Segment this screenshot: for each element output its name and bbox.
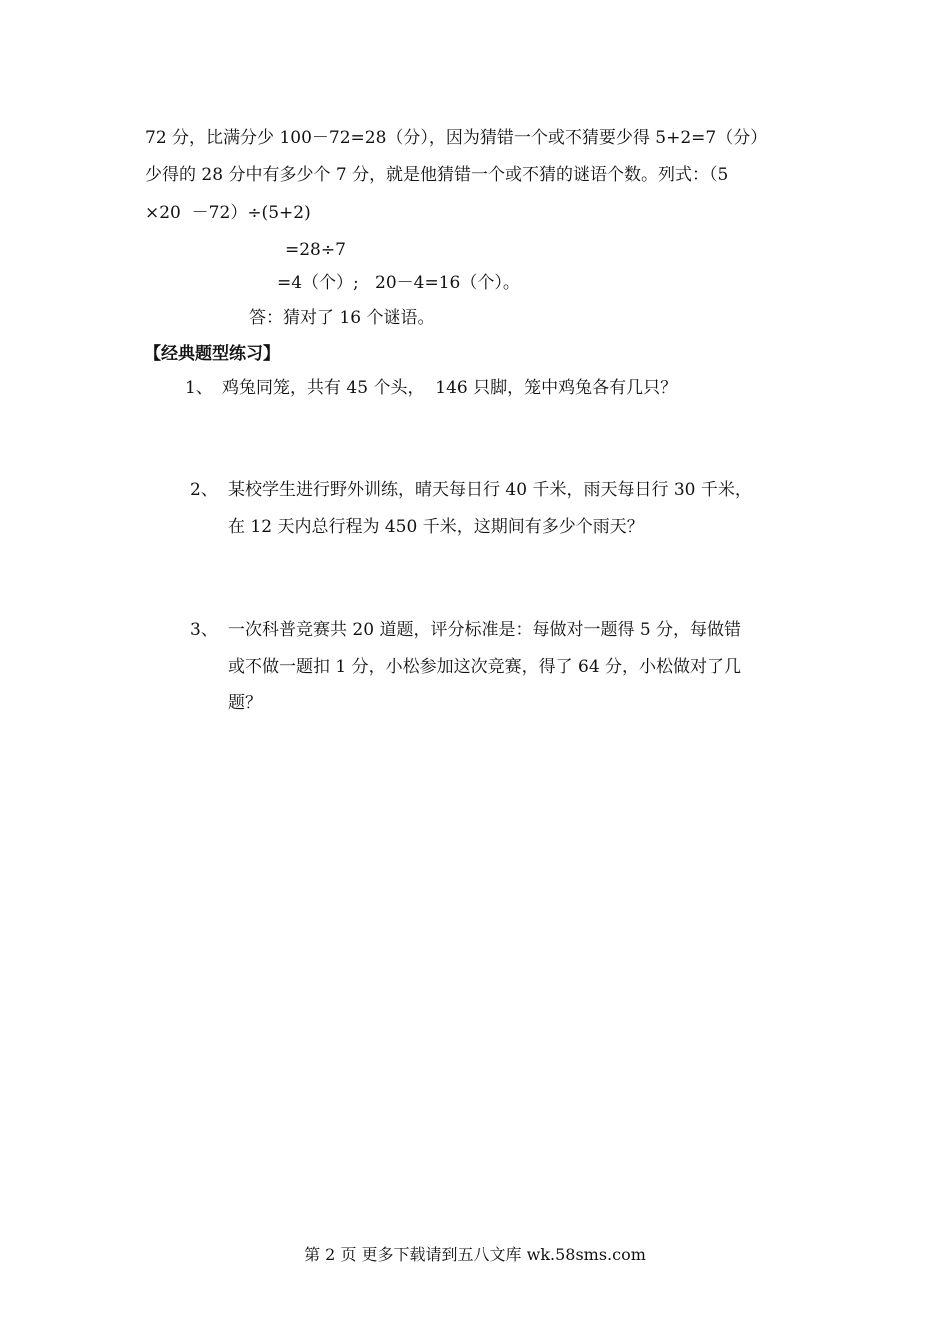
problem-text-line: 鸡兔同笼，共有 45 个头， 146 只脚，笼中鸡兔各有几只？ xyxy=(222,378,678,398)
problem-text-line: 题？ xyxy=(228,693,262,713)
explanation-answer: 答：猜对了 16 个谜语。 xyxy=(249,308,435,328)
explanation-line-4: =28÷7 xyxy=(285,240,346,260)
explanation-line-3: ×20 －72）÷(5+2) xyxy=(145,203,311,223)
problem-text-line: 在 12 天内总行程为 450 千米，这期间有多少个雨天？ xyxy=(228,517,644,537)
problem-text-line: 或不做一题扣 1 分，小松参加这次竞赛，得了 64 分，小松做对了几 xyxy=(228,657,742,677)
problem-number: 2、 xyxy=(190,480,218,500)
explanation-line-2: 少得的 28 分中有多少个 7 分，就是他猜错一个或不猜的谜语个数。列式：（5 xyxy=(145,165,729,185)
problem-text-line: 某校学生进行野外训练，晴天每日行 40 千米，雨天每日行 30 千米， xyxy=(228,480,752,500)
page-footer: 第 2 页 更多下载请到五八文库 wk.58sms.com xyxy=(304,1245,646,1264)
section-title: 【经典题型练习】 xyxy=(144,344,280,364)
explanation-line-1: 72 分，比满分少 100－72=28（分），因为猜错一个或不猜要少得 5+2=7（分） xyxy=(145,128,768,148)
problem-number: 1、 xyxy=(185,378,213,398)
explanation-line-5: =4（个）; 20－4=16（个）。 xyxy=(277,273,520,293)
problem-text-line: 一次科普竞赛共 20 道题，评分标准是：每做对一题得 5 分，每做错 xyxy=(228,620,742,640)
problem-number: 3、 xyxy=(190,620,218,640)
